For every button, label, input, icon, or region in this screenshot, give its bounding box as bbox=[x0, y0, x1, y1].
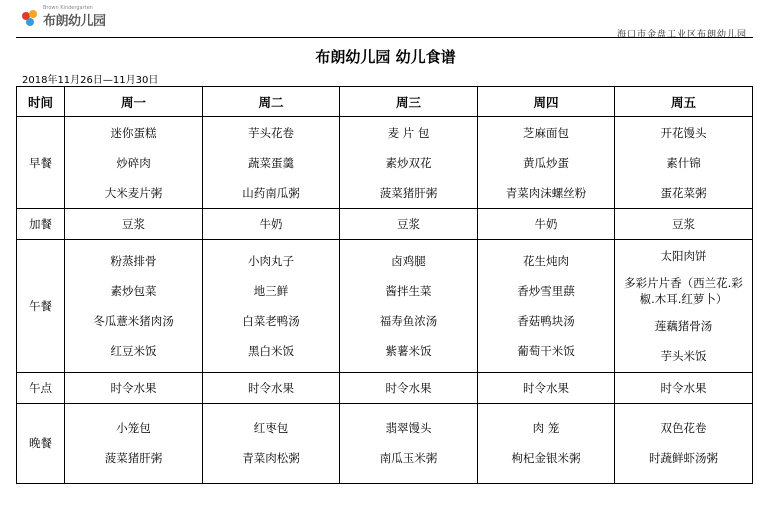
dish-item: 花生炖肉 bbox=[523, 254, 569, 268]
dish-item: 时令水果 bbox=[248, 380, 294, 395]
menu-cell bbox=[65, 117, 203, 209]
dish-item: 青菜肉松粥 bbox=[242, 451, 300, 466]
dish-item: 芋头米饭 bbox=[660, 349, 707, 363]
dish-item: 芝麻面包 bbox=[523, 125, 569, 140]
menu-cell bbox=[615, 117, 753, 209]
menu-cell bbox=[65, 372, 203, 403]
meal-row bbox=[17, 372, 753, 403]
dish-item: 蔬菜蛋羹 bbox=[248, 155, 294, 170]
dish-item: 白菜老鸭汤 bbox=[242, 314, 300, 328]
date-range: 2018年11月26日—11月30日 bbox=[22, 75, 159, 86]
dish-item: 莲藕猪骨汤 bbox=[654, 319, 713, 333]
dish-item: 福寿鱼浓汤 bbox=[379, 314, 438, 328]
page-title: 布朗幼儿园 幼儿食谱 bbox=[315, 48, 456, 66]
dish-item: 豆浆 bbox=[397, 217, 420, 232]
dish-item: 枸杞金银米粥 bbox=[511, 451, 581, 466]
dish-item: 豆浆 bbox=[122, 217, 145, 232]
dish-item: 开花馒头 bbox=[660, 125, 707, 140]
dish-item: 香菇鸭块汤 bbox=[517, 314, 575, 328]
dish-item: 菠菜猪肝粥 bbox=[104, 451, 163, 466]
dish-item: 麦 片 包 bbox=[387, 125, 430, 140]
meal-row bbox=[17, 403, 753, 483]
meal-label: 加餐 bbox=[17, 209, 65, 240]
menu-cell bbox=[203, 372, 340, 403]
menu-cell bbox=[203, 403, 340, 483]
dish-item: 时蔬鲜虾汤粥 bbox=[649, 451, 718, 466]
menu-table bbox=[16, 86, 753, 484]
logo-text: 布朗幼儿园 bbox=[43, 13, 106, 29]
menu-cell bbox=[478, 372, 615, 403]
meal-label: 晚餐 bbox=[17, 403, 65, 483]
dish-item: 素什锦 bbox=[666, 155, 701, 170]
dish-item: 素炒包菜 bbox=[110, 284, 157, 298]
menu-cell bbox=[340, 372, 478, 403]
dish-item: 小笼包 bbox=[116, 421, 151, 436]
dish-item: 黄瓜炒蛋 bbox=[523, 155, 569, 170]
meal-row bbox=[17, 117, 753, 209]
dish-item: 双色花卷 bbox=[660, 421, 707, 436]
dish-item: 大米麦片粥 bbox=[104, 185, 163, 200]
menu-cell bbox=[203, 209, 340, 240]
dish-item: 菠菜猪肝粥 bbox=[379, 185, 438, 200]
day-header: 周一 bbox=[65, 87, 203, 117]
menu-cell bbox=[340, 209, 478, 240]
dish-item: 肉 笼 bbox=[532, 421, 560, 436]
dish-item: 豆浆 bbox=[672, 217, 695, 232]
dish-item: 卤鸡腿 bbox=[391, 254, 426, 268]
menu-cell bbox=[615, 372, 753, 403]
menu-cell bbox=[478, 209, 615, 240]
menu-cell bbox=[615, 403, 753, 483]
dish-item: 太阳肉饼 bbox=[660, 249, 707, 263]
dish-item: 粉蒸排骨 bbox=[110, 254, 157, 268]
dish-item: 时令水果 bbox=[385, 380, 432, 395]
meal-label: 早餐 bbox=[17, 117, 65, 209]
dish-item: 酱拌生菜 bbox=[385, 284, 432, 298]
menu-cell bbox=[65, 209, 203, 240]
dish-item: 时令水果 bbox=[660, 380, 707, 395]
meal-row bbox=[17, 240, 753, 372]
logo bbox=[22, 8, 106, 30]
dish-item: 地三鲜 bbox=[253, 284, 289, 298]
header-divider bbox=[16, 37, 753, 38]
day-header: 周二 bbox=[203, 87, 340, 117]
dish-item: 山药南瓜粥 bbox=[242, 185, 300, 200]
day-header: 周五 bbox=[615, 87, 753, 117]
meal-row bbox=[17, 209, 753, 240]
menu-cell bbox=[478, 403, 615, 483]
meal-label: 午点 bbox=[17, 372, 65, 403]
logo-icon bbox=[22, 10, 40, 28]
dish-item: 炒碎肉 bbox=[116, 155, 151, 170]
dish-item: 翡翠馒头 bbox=[385, 421, 432, 436]
menu-cell bbox=[340, 117, 478, 209]
menu-cell bbox=[478, 117, 615, 209]
menu-cell bbox=[340, 403, 478, 483]
dish-item: 时令水果 bbox=[523, 380, 569, 395]
menu-cell bbox=[615, 240, 753, 372]
dish-item: 冬瓜薏米猪肉汤 bbox=[93, 314, 174, 328]
dish-item: 红枣包 bbox=[253, 421, 289, 436]
day-header: 周四 bbox=[478, 87, 615, 117]
dish-item: 牛奶 bbox=[534, 217, 558, 232]
dish-item: 芋头花卷 bbox=[248, 125, 294, 140]
dish-item: 牛奶 bbox=[259, 217, 283, 232]
school-name: 海口市金盘工业区布朗幼儿园 bbox=[616, 30, 747, 40]
dish-item: 蛋花菜粥 bbox=[660, 185, 707, 200]
menu-cell bbox=[65, 240, 203, 372]
dish-item: 小肉丸子 bbox=[248, 254, 294, 268]
menu-cell bbox=[65, 403, 203, 483]
dish-item: 葡萄干米饭 bbox=[517, 344, 575, 358]
header-row bbox=[17, 87, 753, 117]
meal-label: 午餐 bbox=[17, 240, 65, 372]
dish-item: 时令水果 bbox=[110, 380, 157, 395]
dish-item: 红豆米饭 bbox=[110, 344, 157, 358]
menu-cell bbox=[203, 240, 340, 372]
dish-item: 迷你蛋糕 bbox=[110, 125, 157, 140]
menu-cell bbox=[203, 117, 340, 209]
day-header: 周三 bbox=[340, 87, 478, 117]
dish-item: 紫薯米饭 bbox=[385, 344, 432, 358]
menu-cell bbox=[340, 240, 478, 372]
dish-item: 香炒雪里蕻 bbox=[517, 284, 575, 298]
corner-header: 时间 bbox=[17, 87, 65, 117]
menu-cell bbox=[615, 209, 753, 240]
menu-cell bbox=[478, 240, 615, 372]
dish-item: 青菜肉沫螺丝粉 bbox=[505, 185, 587, 200]
dish-item: 黑白米饭 bbox=[248, 344, 294, 358]
dish-item: 南瓜玉米粥 bbox=[379, 451, 438, 466]
logo-subtext: Brown Kindergarten bbox=[43, 5, 93, 11]
dish-item: 素炒双花 bbox=[385, 155, 432, 170]
dish-item: 多彩片片香（西兰花.彩椒.木耳.红萝卜） bbox=[624, 276, 743, 306]
